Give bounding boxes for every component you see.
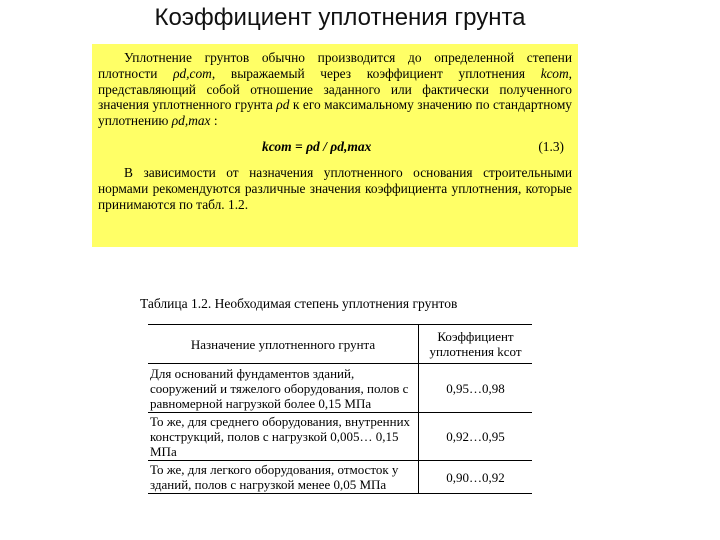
cell-coefficient: 0,90…0,92 [419, 461, 533, 494]
cell-purpose: То же, для легкого оборудования, отмосток у зданий, полов с нагрузкой менее 0,05 МПа [148, 461, 419, 494]
symbol-rho-d-max: ρd,max [171, 113, 211, 129]
paragraph-definition [98, 50, 572, 129]
cell-purpose: Для оснований фундаментов зданий, сооружений и тяжелого оборудования, полов с равномерной нагрузкой более 0,15 МПа [148, 364, 419, 413]
cell-purpose: То же, для среднего оборудования, внутренних конструкций, полов с нагрузкой 0,005… 0,15 МПа [148, 413, 419, 461]
formula-number: (1.3) [538, 138, 564, 154]
page-title: Коэффициент уплотнения грунта [154, 4, 526, 31]
table-caption: Таблица 1.2. Необходимая степень уплотнения грунтов [140, 296, 458, 311]
table-header-row [148, 325, 532, 364]
table-row [148, 413, 532, 461]
formula: kсот = ρd / ρd,max [262, 138, 372, 154]
cell-coefficient: 0,92…0,95 [419, 413, 533, 461]
header-coefficient: Коэффициент уплотнения kсот [419, 325, 533, 364]
text-run: к его максимальному значению по стандартному уплотнению [98, 97, 572, 129]
paragraph-reference: В зависимости от назначения уплотненного основания строительными нормами рекомендуются различные значения коэффициента уплотнения, которые принимаются по табл. 1.2. [98, 164, 572, 212]
compaction-table [148, 324, 532, 494]
text-run: : [210, 113, 218, 129]
header-purpose: Назначение уплотненного грунта [148, 325, 419, 364]
symbol-rho-d: ρd [276, 97, 290, 113]
text-box [92, 44, 578, 247]
table-row [148, 461, 532, 494]
text-run: Уплотнение грунтов обычно производится до определенной степени плотности [98, 50, 572, 81]
text-run: , выражаемый через коэффициент уплотнения [211, 65, 541, 81]
formula-row [98, 135, 572, 161]
text-run: , представляющий собой отношение заданного или фактически полученного значения уплотненного грунта [98, 65, 572, 113]
symbol-k-com: kсот [540, 65, 569, 81]
cell-coefficient: 0,95…0,98 [419, 364, 533, 413]
symbol-rho-d-com: ρd,com [173, 65, 212, 81]
table-row [148, 364, 532, 413]
